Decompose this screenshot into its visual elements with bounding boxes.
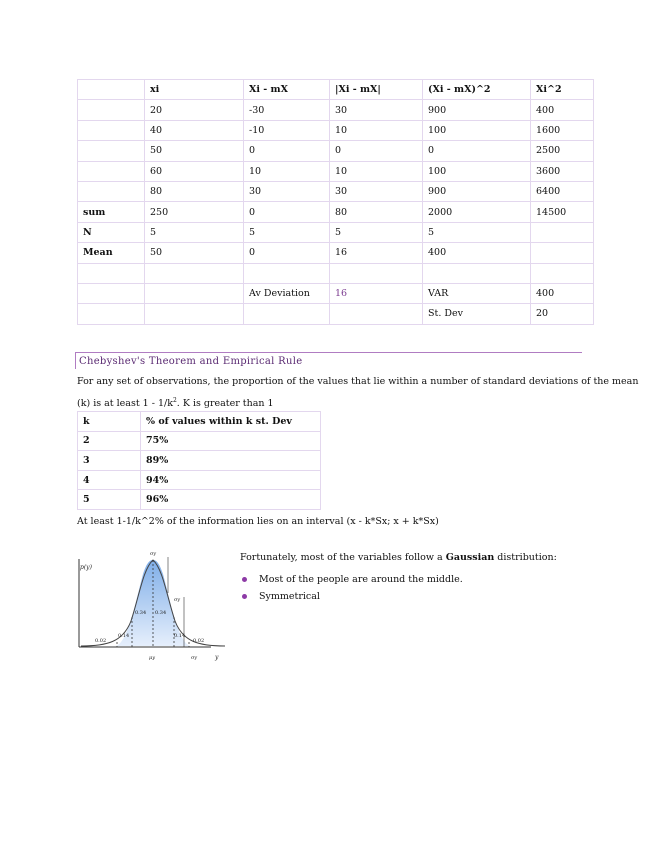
table-cell: 0 (330, 141, 423, 161)
table-cell: 50 (145, 243, 244, 263)
table-row (78, 181, 594, 201)
table-row (78, 470, 321, 490)
definition-text: (k) is at least 1 - 1/k (77, 398, 173, 410)
table-cell: 4 (78, 470, 141, 490)
py-label: p(y) (80, 564, 92, 571)
table-cell: 80 (330, 202, 423, 222)
table-cell: 20 (145, 100, 244, 120)
definition-text-end: . K is greater than 1 (176, 398, 274, 410)
bullet-list (240, 571, 463, 605)
intro-bold: Gaussian (445, 552, 495, 563)
table-cell: 30 (330, 100, 423, 120)
table-cell: 6400 (531, 181, 594, 201)
table-row (78, 451, 321, 471)
table-cell: 94% (141, 470, 321, 490)
table-row (78, 490, 321, 510)
k-table-body (78, 431, 321, 509)
table-cell (244, 304, 330, 324)
table-cell: 16 (330, 243, 423, 263)
table-cell (78, 120, 145, 140)
prob-label: 0.14 (174, 633, 186, 639)
table-cell (78, 283, 145, 303)
table-row (78, 120, 594, 140)
table-cell: 10 (330, 120, 423, 140)
table-row (78, 202, 594, 222)
table-cell (78, 161, 145, 181)
section-title: Chebyshev's Theorem and Empirical Rule (79, 356, 303, 367)
table-cell: -10 (244, 120, 330, 140)
prob-label: 0.34 (155, 610, 167, 616)
table-row (78, 431, 321, 451)
table-cell: 60 (145, 161, 244, 181)
list-item (240, 588, 463, 605)
header-cell (78, 80, 145, 100)
prob-label: 0.34 (135, 610, 147, 616)
stats-table (77, 79, 594, 325)
table-cell: 30 (330, 181, 423, 201)
table-cell: 2 (78, 431, 141, 451)
table-cell: 80 (145, 181, 244, 201)
table-cell: 3600 (531, 161, 594, 181)
table-cell: 3 (78, 451, 141, 471)
table-cell: 16 (330, 283, 423, 303)
table-cell: 20 (531, 304, 594, 324)
table-cell: 0 (423, 141, 531, 161)
table-cell: 30 (244, 181, 330, 201)
table-cell: 89% (141, 451, 321, 471)
table-cell: 400 (531, 283, 594, 303)
intro-text: Fortunately, most of the variables follow a (240, 552, 446, 563)
table-cell (531, 222, 594, 242)
bullet-icon (242, 594, 247, 599)
table-cell: 100 (423, 120, 531, 140)
definition-line-2 (77, 391, 274, 413)
table-cell (145, 283, 244, 303)
interval-text: At least 1-1/k^2% of the information lies on an interval (x - k*Sx; x + k*Sx) (77, 516, 439, 527)
k-table (77, 411, 321, 510)
table-cell: Av Deviation (244, 283, 330, 303)
table-cell: 5 (145, 222, 244, 242)
table-cell: -30 (244, 100, 330, 120)
list-item (240, 571, 463, 588)
exponent: 2 (172, 397, 177, 404)
bullet-text: Most of the people are around the middle. (259, 574, 463, 585)
table-cell (78, 141, 145, 161)
table-cell: 10 (244, 161, 330, 181)
sigma-label: σy (191, 655, 198, 661)
table-cell: N (78, 222, 145, 242)
mu-label: μy (149, 655, 156, 661)
table-cell (78, 100, 145, 120)
table-row (78, 222, 594, 242)
table-cell (145, 304, 244, 324)
table-cell: 96% (141, 490, 321, 510)
table-cell: 5 (244, 222, 330, 242)
prob-label: 0.14 (118, 633, 130, 639)
table-cell: 14500 (531, 202, 594, 222)
header-cell: Xi - mX (244, 80, 330, 100)
table-cell: 0 (244, 202, 330, 222)
table-row (78, 100, 594, 120)
bullet-text: Symmetrical (259, 591, 320, 602)
table-cell: 900 (423, 181, 531, 201)
table-cell: 50 (145, 141, 244, 161)
table-row (78, 243, 594, 263)
table-cell: 0 (244, 141, 330, 161)
table-row (78, 263, 594, 283)
bullet-icon (242, 577, 247, 582)
prob-label: 0.02 (95, 638, 107, 644)
table-cell: 900 (423, 100, 531, 120)
table-cell: VAR (423, 283, 531, 303)
table-cell: St. Dev (423, 304, 531, 324)
table-cell (423, 263, 531, 283)
table-cell: sum (78, 202, 145, 222)
table-cell: 400 (531, 100, 594, 120)
table-cell: 40 (145, 120, 244, 140)
table-cell: 1600 (531, 120, 594, 140)
stats-table-body (78, 100, 594, 324)
table-cell (531, 263, 594, 283)
table-cell: Mean (78, 243, 145, 263)
table-cell: 400 (423, 243, 531, 263)
table-cell: 0 (244, 243, 330, 263)
table-header-row (78, 80, 594, 100)
table-cell: 250 (145, 202, 244, 222)
table-cell (531, 243, 594, 263)
header-cell: % of values within k st. Dev (141, 412, 321, 432)
header-cell: Xi^2 (531, 80, 594, 100)
gaussian-intro (240, 552, 557, 563)
table-cell: 2500 (531, 141, 594, 161)
section-heading (75, 352, 582, 369)
table-cell: 75% (141, 431, 321, 451)
table-cell (78, 304, 145, 324)
table-row (78, 304, 594, 324)
header-cell: xi (145, 80, 244, 100)
table-cell: 5 (330, 222, 423, 242)
table-cell (244, 263, 330, 283)
table-cell (78, 263, 145, 283)
table-row (78, 283, 594, 303)
table-row (78, 161, 594, 181)
sigma-label: σy (174, 597, 181, 603)
table-cell: 100 (423, 161, 531, 181)
table-cell: 5 (423, 222, 531, 242)
table-cell (330, 304, 423, 324)
header-cell: (Xi - mX)^2 (423, 80, 531, 100)
intro-text-end: distribution: (494, 552, 557, 563)
table-cell (78, 181, 145, 201)
y-label: y (215, 654, 219, 661)
header-cell: |Xi - mX| (330, 80, 423, 100)
table-row (78, 141, 594, 161)
sigma-label: σy (150, 551, 157, 557)
table-cell: 2000 (423, 202, 531, 222)
gaussian-figure (77, 549, 227, 667)
definition-line-1: For any set of observations, the proportion of the values that lie within a number of standard deviations of the mean (77, 376, 639, 387)
table-header-row (78, 412, 321, 432)
prob-label: 0.02 (193, 638, 205, 644)
table-cell: 5 (78, 490, 141, 510)
header-cell: k (78, 412, 141, 432)
table-cell: 10 (330, 161, 423, 181)
table-cell (145, 263, 244, 283)
table-cell (330, 263, 423, 283)
